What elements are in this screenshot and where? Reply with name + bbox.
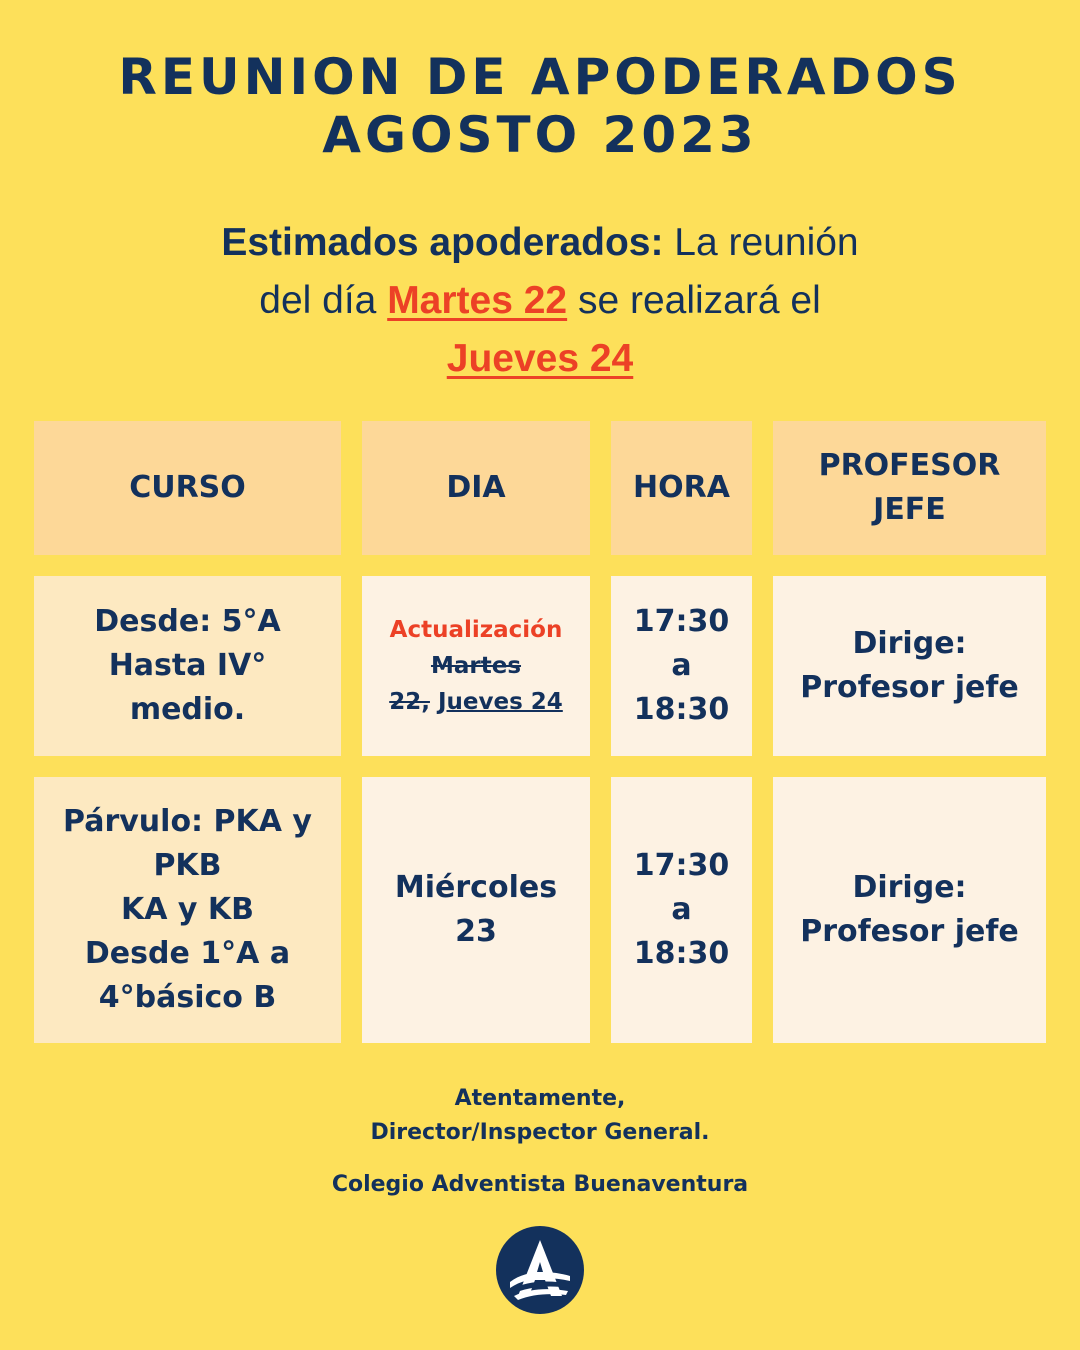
row1-hora-sep: a <box>671 648 692 683</box>
row1-curso-line: medio. <box>129 692 246 727</box>
footer-signature-block <box>0 1082 1080 1150</box>
footer-closing: Atentamente, <box>454 1086 626 1111</box>
row2-curso-line: PKB <box>153 848 222 883</box>
update-label: Actualización <box>389 617 563 643</box>
footer-signature: Director/Inspector General. <box>370 1120 710 1145</box>
row1-dia <box>362 576 590 756</box>
header-hora-label: HORA <box>633 470 730 505</box>
row2-hora <box>611 777 752 1043</box>
row1-curso-line: Hasta IV° <box>108 648 267 683</box>
row1-hora <box>611 576 752 756</box>
notice-new-date: Jueves 24 <box>446 337 634 380</box>
notice-text-2: del día <box>259 279 388 322</box>
row2-curso <box>34 777 341 1043</box>
row2-hora-start: 17:30 <box>633 848 730 883</box>
old-date-part-1: Martes <box>430 653 522 679</box>
header-curso-label: CURSO <box>129 470 246 505</box>
row2-profesor <box>773 777 1046 1043</box>
old-date-part-2: 22, <box>389 689 430 715</box>
title-line-2: AGOSTO 2023 <box>322 106 758 164</box>
header-profesor-line-1: PROFESOR <box>818 448 1001 483</box>
row2-curso-line: Desde 1°A a <box>84 936 291 971</box>
row2-hora-end: 18:30 <box>633 936 730 971</box>
page-title <box>0 48 1080 164</box>
row1-curso <box>34 576 341 756</box>
row2-curso-line: KA y KB <box>120 892 254 927</box>
header-hora <box>611 421 752 555</box>
row2-dia <box>362 777 590 1043</box>
new-date: Jueves 24 <box>437 689 563 715</box>
row1-profesor-line: Dirige: <box>852 626 967 661</box>
header-profesor <box>773 421 1046 555</box>
row2-hora-sep: a <box>671 892 692 927</box>
row1-profesor <box>773 576 1046 756</box>
row2-curso-line: 4°básico B <box>98 980 277 1015</box>
row1-hora-end: 18:30 <box>633 692 730 727</box>
row2-dia-line: 23 <box>455 914 497 949</box>
school-logo-icon <box>496 1226 584 1314</box>
row2-curso-line: Párvulo: PKA y <box>63 804 312 839</box>
header-curso <box>34 421 341 555</box>
header-profesor-line-2: JEFE <box>873 492 946 527</box>
notice-old-date: Martes 22 <box>387 279 568 322</box>
header-dia <box>362 421 590 555</box>
notice-text-1: La reunión <box>663 221 859 264</box>
row1-curso-line: Desde: 5°A <box>94 604 281 639</box>
header-dia-label: DIA <box>446 470 506 505</box>
row1-hora-start: 17:30 <box>633 604 730 639</box>
notice-text-3: se realizará el <box>567 279 821 322</box>
notice-greeting: Estimados apoderados: <box>221 221 664 264</box>
row2-dia-line: Miércoles <box>394 870 558 905</box>
title-line-1: REUNION DE APODERADOS <box>118 48 962 106</box>
row1-profesor-line: Profesor jefe <box>800 670 1019 705</box>
row2-profesor-line: Profesor jefe <box>800 914 1019 949</box>
footer-school: Colegio Adventista Buenaventura <box>331 1172 749 1197</box>
notice-text <box>140 214 940 388</box>
row2-profesor-line: Dirige: <box>852 870 967 905</box>
